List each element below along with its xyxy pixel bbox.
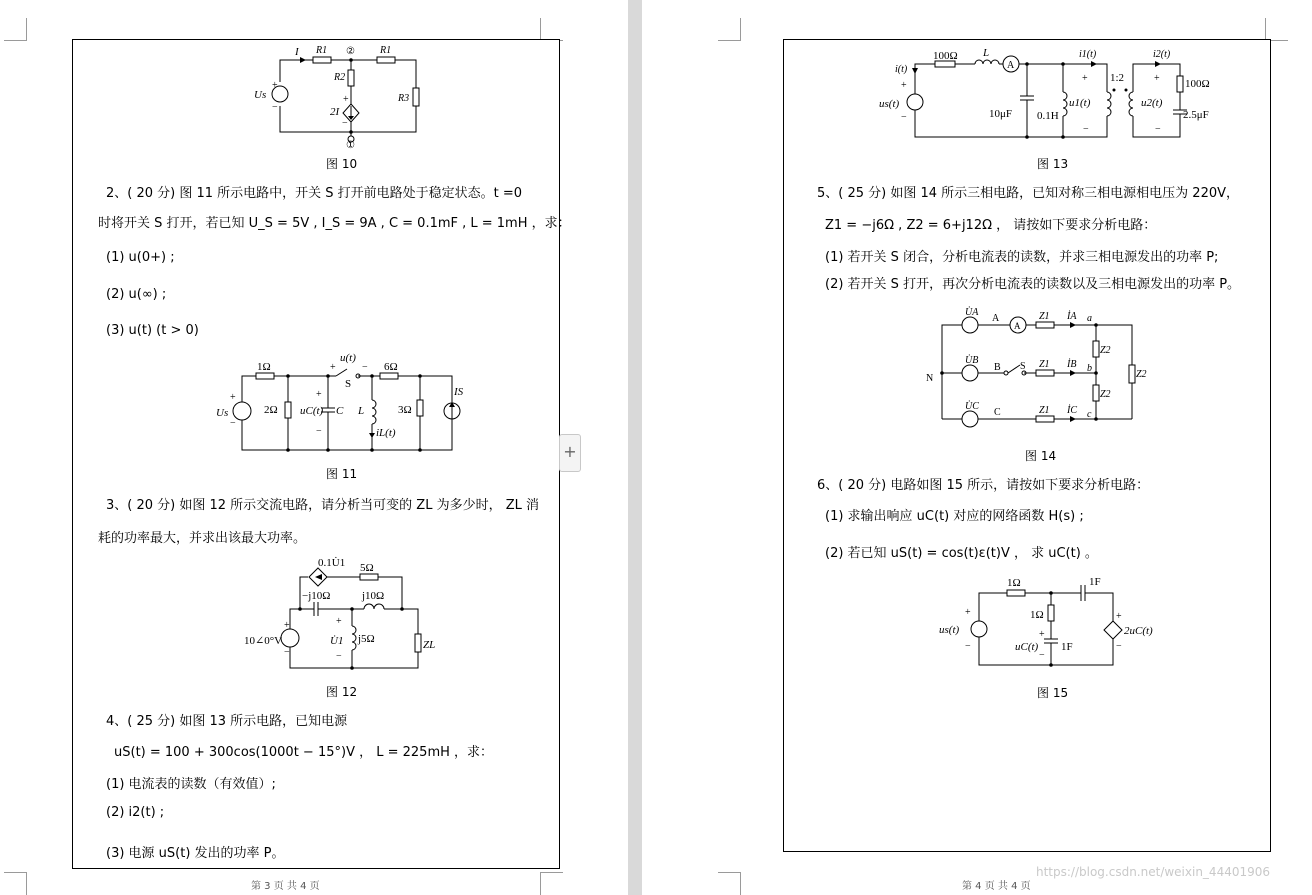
q5-text-line1: 5、( 25 分) 如图 14 所示三相电路，已知对称三相电源相电压为 220V， (817, 186, 1239, 201)
fig14-label-Z1c: Z1 (1039, 405, 1050, 416)
fig12-minus: − (336, 651, 342, 662)
fig11-label-Is: IS (454, 386, 464, 398)
figure-15-caption: 图 15 (1037, 686, 1069, 700)
fig11-label-C: C (336, 405, 344, 417)
fig11-plus: + (230, 392, 236, 403)
fig11-label-3ohm: 3Ω (398, 404, 412, 416)
fig14-label-UB: U̇B (965, 355, 979, 366)
fig14-label-IB: İB (1067, 359, 1077, 370)
fig15-label-1F-b: 1F (1061, 641, 1073, 653)
fig14-ammeter: A (1014, 321, 1021, 331)
q5-item-1: (1) 若开关 S 闭合，分析电流表的读数，并求三相电源发出的功率 P; (825, 250, 1219, 265)
corner-mark (1265, 18, 1288, 41)
fig10-label-I: I (295, 46, 299, 58)
fig15-minus: − (1116, 641, 1122, 652)
figure-10-caption: 图 10 (326, 157, 358, 171)
q3-text-line1: 3、( 20 分) 如图 12 所示交流电路，请分析当可变的 ZL 为多少时， ZL 消 (106, 498, 539, 513)
fig13-label-u2: u2(t) (1141, 97, 1163, 109)
figure-12-circuit (240, 556, 440, 671)
q2-text-line1: 2、( 20 分) 图 11 所示电路中，开关 S 打开前电路处于稳定状态。t =0 (106, 186, 523, 201)
figure-14-caption: 图 14 (1025, 449, 1057, 463)
right-page-frame (783, 39, 1271, 852)
fig14-label-IC: İC (1067, 405, 1077, 416)
fig10-minus: − (272, 102, 278, 113)
q2-text-line2: 时将开关 S 打开，若已知 U_S = 5V , I_S = 9A , C = 0.1mF , L = 1mH ，求： (98, 216, 571, 231)
q5-item-2: (2) 若开关 S 打开，再次分析电流表的读数以及三相电源发出的功率 P。 (825, 277, 1241, 292)
fig13-ammeter-A: A (1007, 60, 1015, 71)
fig12-label-ZL: ZL (423, 639, 436, 651)
figure-11-circuit (212, 350, 472, 455)
fig12-label-minus-j10: −j10Ω (302, 590, 331, 602)
fig15-plus: + (1116, 611, 1122, 622)
figure-14-circuit (922, 303, 1162, 433)
fig11-minus: − (316, 426, 322, 437)
q4-text-line2: uS(t) = 100 + 300cos(1000t − 15°)V ， L = 225mH ，求： (114, 745, 494, 760)
corner-mark (540, 872, 563, 895)
figure-13-caption: 图 13 (1037, 157, 1069, 171)
q6-item-1: (1) 求输出响应 uC(t) 对应的网络函数 H(s) ; (825, 509, 1084, 524)
fig13-label-10uF: 10μF (989, 108, 1013, 120)
q2-item-2: (2) u(∞) ; (106, 287, 167, 302)
fig10-minus: − (342, 118, 348, 129)
figure-10-circuit (250, 42, 430, 152)
fig15-label-1ohm-b: 1Ω (1030, 609, 1044, 621)
fig14-node-b: b (1087, 363, 1092, 374)
fig12-plus: + (336, 616, 342, 627)
fig12-plus: + (284, 620, 290, 631)
fig13-plus: + (901, 80, 907, 91)
fig11-label-6ohm: 6Ω (384, 361, 398, 373)
fig14-switch-S: S (1020, 361, 1026, 372)
fig10-label-R1b: R1 (380, 45, 392, 56)
corner-mark (718, 18, 741, 41)
fig11-label-Us: Us (216, 407, 229, 419)
fig12-minus: − (284, 647, 290, 658)
q2-item-1: (1) u(0+) ; (106, 250, 175, 265)
fig15-label-uC: uC(t) (1015, 641, 1039, 653)
fig12-label-dep-source: 0.1U̇1 (318, 557, 346, 569)
fig13-label-it: i(t) (895, 64, 908, 75)
fig14-label-Z2b: Z2 (1100, 389, 1111, 400)
fig11-plus: + (316, 389, 322, 400)
fig10-node-1: ① (346, 140, 355, 151)
q3-text-line2: 耗的功率最大，并求出该最大功率。 (98, 531, 307, 546)
fig15-plus: + (965, 607, 971, 618)
fig13-minus: − (901, 112, 907, 123)
fig10-label-R3: R3 (398, 93, 410, 104)
corner-mark (540, 18, 563, 41)
fig13-label-us: us(t) (879, 98, 900, 110)
figure-12-caption: 图 12 (326, 685, 358, 699)
fig15-minus: − (1039, 650, 1045, 661)
right-page-footer: 第 4 页 共 4 页 (962, 881, 1031, 892)
fig13-minus: − (1155, 124, 1161, 135)
fig11-label-iL: iL(t) (376, 427, 396, 439)
figure-15-circuit (935, 573, 1165, 673)
fig15-label-1ohm-a: 1Ω (1007, 577, 1021, 589)
fig14-node-B: B (994, 362, 1001, 373)
fig14-node-a: a (1087, 313, 1092, 324)
fig11-minus: − (230, 418, 236, 429)
fig14-label-Z2c: Z2 (1136, 369, 1147, 380)
fig14-label-IA: İA (1067, 311, 1077, 322)
fig12-label-j5: j5Ω (358, 633, 375, 645)
fig13-label-i2: i2(t) (1153, 49, 1171, 60)
fig15-label-1F-a: 1F (1089, 576, 1101, 588)
fig13-label-2.5uF: 2.5μF (1183, 109, 1209, 121)
fig13-plus: + (1082, 73, 1088, 84)
q6-text-line1: 6、( 20 分) 电路如图 15 所示，请按如下要求分析电路： (817, 478, 1150, 493)
fig13-label-ratio: 1:2 (1110, 72, 1125, 84)
q4-item-3: (3) 电源 uS(t) 发出的功率 P。 (106, 846, 285, 861)
fig14-node-N: N (926, 373, 934, 384)
fig15-plus: + (1039, 629, 1045, 640)
fig13-label-0.1H: 0.1H (1037, 110, 1059, 122)
fig13-label-i1: i1(t) (1079, 49, 1097, 60)
fig11-label-ut: u(t) (340, 352, 356, 364)
corner-mark (718, 872, 741, 895)
fig10-label-Us: Us (254, 89, 267, 101)
corner-mark (4, 18, 27, 41)
fig14-node-A: A (992, 313, 1000, 324)
fig11-label-L: L (358, 405, 365, 417)
fig13-minus: − (1083, 124, 1089, 135)
fig15-label-us: us(t) (939, 624, 960, 636)
fig12-label-U1: U̇1 (330, 635, 344, 647)
watermark: https://blog.csdn.net/weixin_44401906 (1036, 865, 1271, 879)
fig12-label-5ohm: 5Ω (360, 562, 374, 574)
add-page-button[interactable]: + (559, 434, 581, 472)
fig13-plus: + (1154, 73, 1160, 84)
fig14-label-Z2a: Z2 (1100, 345, 1111, 356)
fig14-node-c: c (1087, 409, 1092, 420)
corner-mark (4, 872, 27, 895)
fig15-label-dep-source: 2uC(t) (1124, 625, 1153, 637)
fig13-label-u1: u1(t) (1069, 97, 1091, 109)
fig14-label-UA: U̇A (965, 307, 979, 318)
fig11-label-2ohm: 2Ω (264, 404, 278, 416)
fig14-label-Z1a: Z1 (1039, 311, 1050, 322)
q4-item-1: (1) 电流表的读数（有效值）; (106, 777, 276, 792)
fig14-label-Z1b: Z1 (1039, 359, 1050, 370)
figure-11-caption: 图 11 (326, 467, 358, 481)
left-page-footer: 第 3 页 共 4 页 (251, 881, 320, 892)
q2-item-3: (3) u(t) (t > 0) (106, 323, 199, 338)
fig12-label-source: 10∠0°V (244, 635, 283, 647)
q6-item-2: (2) 若已知 uS(t) = cos(t)ε(t)V ， 求 uC(t) 。 (825, 546, 1098, 561)
fig11-minus: − (362, 362, 368, 373)
q4-item-2: (2) i2(t) ; (106, 805, 165, 820)
fig10-plus: + (343, 94, 349, 105)
fig10-label-R1a: R1 (316, 45, 328, 56)
q4-text-line1: 4、( 25 分) 如图 13 所示电路，已知电源 (106, 714, 348, 729)
fig13-label-100ohm-b: 100Ω (1185, 78, 1210, 90)
fig14-label-UC: U̇C (965, 401, 979, 412)
figure-13-circuit (875, 44, 1225, 149)
fig13-label-L: L (983, 47, 990, 59)
fig10-node-2: ② (346, 46, 355, 57)
q5-text-line2: Z1 = −j6Ω , Z2 = 6+j12Ω ， 请按如下要求分析电路： (825, 218, 1157, 233)
page-gutter (628, 0, 642, 895)
fig11-label-S: S (345, 378, 352, 390)
fig14-node-C: C (994, 407, 1001, 418)
fig12-label-j10: j10Ω (362, 590, 385, 602)
fig13-label-100ohm: 100Ω (933, 50, 958, 62)
fig11-label-1ohm: 1Ω (257, 361, 271, 373)
fig11-plus: + (330, 362, 336, 373)
fig15-minus: − (965, 641, 971, 652)
fig11-label-uC: uC(t) (300, 405, 324, 417)
fig10-plus: + (272, 80, 278, 91)
fig10-label-R2: R2 (334, 72, 346, 83)
fig10-label-2I: 2I (330, 106, 340, 118)
